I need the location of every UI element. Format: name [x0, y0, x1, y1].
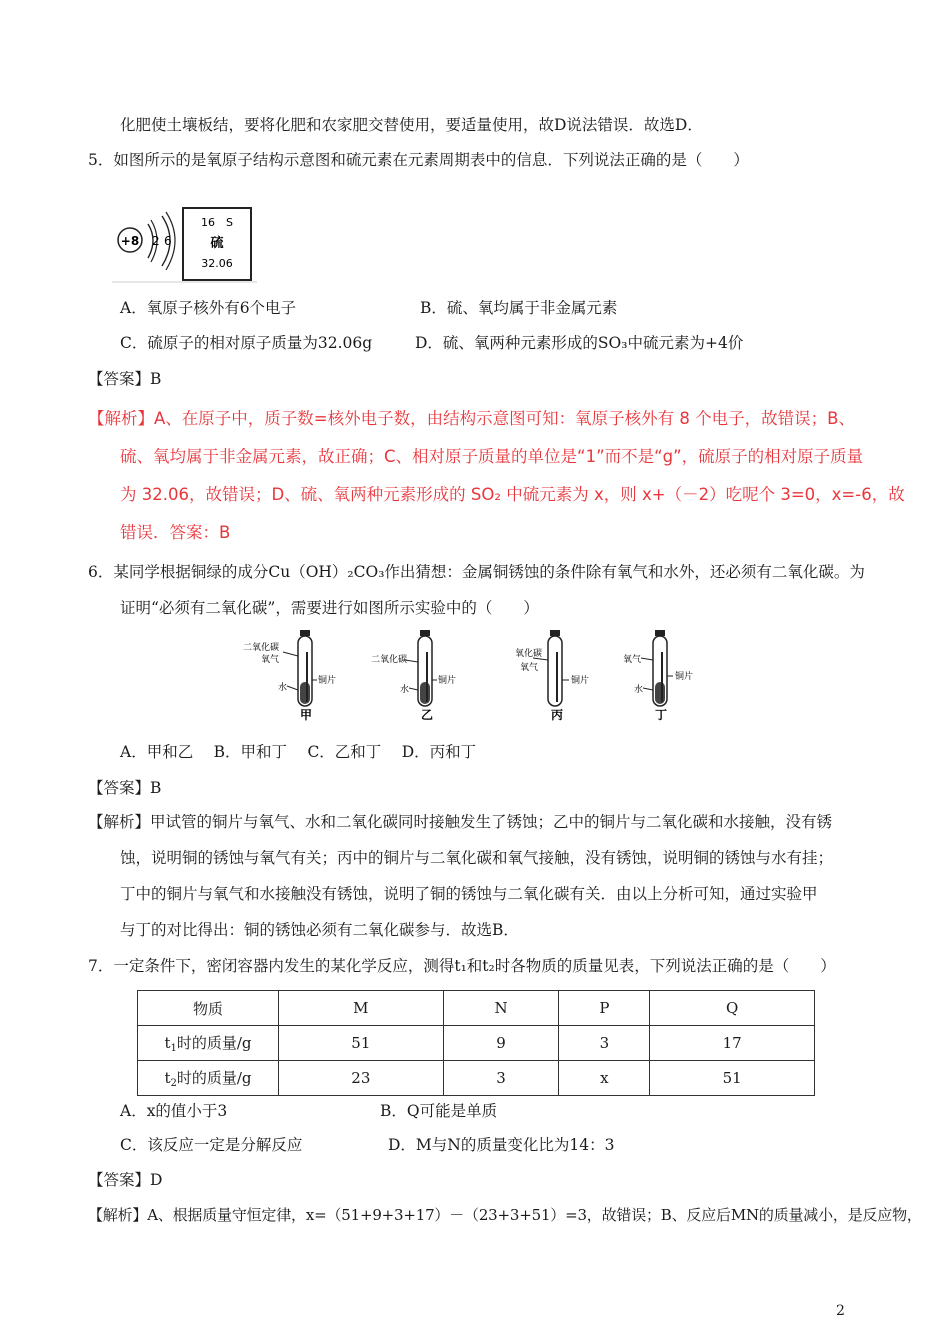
table-header: Q [650, 991, 815, 1026]
q5-option-d: D．硫、氧两种元素形成的SO₃中硫元素为+4价 [415, 334, 744, 352]
shell2-electrons: 6 [164, 234, 172, 248]
table-cell: 3 [443, 1061, 559, 1096]
q6-answer: 【答案】B [88, 779, 162, 797]
q5-explanation: 【解析】A、在原子中，质子数=核外电子数，由结构示意图可知：氧原子核外有 8 个电子，故错误；B、 [88, 409, 855, 428]
table-cell: 23 [279, 1061, 444, 1096]
element-number-symbol: 16 S [201, 216, 233, 229]
table-header: 物质 [138, 991, 279, 1026]
element-mass: 32.06 [201, 257, 233, 270]
element-name: 硫 [210, 236, 224, 251]
table-header: P [559, 991, 650, 1026]
page-number: 2 [836, 1303, 845, 1319]
question-7: 7．一定条件下，密闭容器内发生的某化学反应，测得t₁和t₂时各物质的质量见表，下列说法正确的是（ ） [88, 957, 836, 975]
q6-explanation: 【解析】甲试管的铜片与氧气、水和二氧化碳同时接触发生了锈蚀；乙中的铜片与二氧化碳和水接触，没有锈 [88, 813, 833, 831]
table-cell: 17 [650, 1026, 815, 1061]
tube-label: 铜片 [318, 676, 337, 686]
text-line: 化肥使土壤板结，要将化肥和农家肥交替使用，要适量使用，故D说法错误．故选D． [120, 116, 703, 134]
question-5: 5．如图所示的是氧原子结构示意图和硫元素在元素周期表中的信息．下列说法正确的是（ ） [88, 151, 749, 169]
q7-answer: 【答案】D [88, 1171, 163, 1189]
q7-option-b: B．Q可能是单质 [380, 1102, 498, 1120]
mass-table [137, 990, 815, 1096]
q6-explanation: 蚀，说明铜的锈蚀与氧气有关；丙中的铜片与二氧化碳和氧气接触，没有锈蚀，说明铜的锈蚀与水有挂； [120, 849, 834, 867]
table-cell: $t_2$时的质量/g [138, 1061, 279, 1096]
tube-label: 铜片 [571, 676, 590, 686]
q5-explanation: 硫、氧均属于非金属元素，故正确；C、相对原子质量的单位是“1”而不是“g”，硫原子的相对原子质量 [120, 447, 864, 466]
tube-label: 铜片 [675, 672, 694, 682]
table-header: M [279, 991, 444, 1026]
tube-label: 铜片 [438, 676, 457, 686]
q6-explanation: 丁中的铜片与氧气和水接触没有锈蚀，说明了铜的锈蚀与二氧化碳有关．由以上分析可知，通过实验甲 [120, 885, 818, 903]
tube-label: 氧气 [623, 655, 642, 665]
q6-explanation: 与丁的对比得出：铜的锈蚀必须有二氧化碳参与．故选B． [120, 921, 519, 939]
tube-label: 二氧化碳 [371, 655, 408, 665]
tube-caption: 乙 [421, 708, 434, 722]
q5-answer: 【答案】B [88, 370, 162, 388]
q5-option-c: C．硫原子的相对原子质量为32.06g [120, 334, 373, 352]
q7-option-d: D．M与N的质量变化比为14：3 [388, 1136, 615, 1154]
q5-option-a: A．氧原子核外有6个电子 [120, 299, 297, 317]
table-cell: 51 [650, 1061, 815, 1096]
tube-label: 氧化碳 [515, 649, 543, 659]
q7-option-a: A．x的值小于3 [120, 1102, 228, 1120]
tube-caption: 甲 [300, 708, 313, 722]
table-cell: 3 [559, 1026, 650, 1061]
test-tube-figure [243, 628, 705, 722]
tube-label: 氧气 [520, 663, 539, 673]
tube-label: 水 [278, 683, 288, 693]
tube-caption: 丁 [655, 708, 668, 722]
test-tube-ding [623, 630, 693, 722]
tube-label: 水 [400, 685, 410, 695]
q7-option-c: C．该反应一定是分解反应 [120, 1136, 303, 1154]
tube-label: 水 [634, 685, 644, 695]
table-row [138, 1026, 815, 1061]
tube-caption: 丙 [551, 708, 564, 722]
table-cell: $t_1$时的质量/g [138, 1026, 279, 1061]
nucleus-label: +8 [120, 234, 140, 248]
test-tube-bing [515, 630, 589, 722]
tube-label: 氧气 [261, 655, 280, 665]
q5-explanation: 错误．答案：B [120, 523, 231, 542]
table-cell: 51 [279, 1026, 444, 1061]
table-cell: 9 [443, 1026, 559, 1061]
question-6: 6．某同学根据铜绿的成分Cu（OH）₂CO₃作出猜想：金属铜锈蚀的条件除有氧气和水外，还必须有二氧化碳。为 [88, 563, 865, 581]
table-cell: x [559, 1061, 650, 1096]
q7-explanation: 【解析】A、根据质量守恒定律，x=（51+9+3+17）－（23+3+51）=3，故错误；B、反应后MN的质量减小，是反应物， [88, 1206, 922, 1224]
q5-explanation: 为 32.06，故错误；D、硫、氧两种元素形成的 SO₂ 中硫元素为 x，则 x+（－2）吃呢个 3=0，x=-6，故 [120, 485, 905, 504]
q5-option-b: B．硫、氧均属于非金属元素 [420, 299, 618, 317]
q6-options: A．甲和乙 B．甲和丁 C．乙和丁 D．丙和丁 [120, 743, 477, 761]
tube-label: 二氧化碳 [243, 643, 280, 653]
test-tube-jia [243, 630, 336, 722]
shell1-electrons: 2 [152, 234, 160, 248]
question-6: 证明“必须有二氧化碳”，需要进行如图所示实验中的（ ） [120, 599, 539, 617]
table-header: N [443, 991, 559, 1026]
test-tube-yi [371, 630, 456, 722]
table-header-row [138, 991, 815, 1026]
table-row [138, 1061, 815, 1096]
atom-structure-figure [112, 206, 257, 284]
